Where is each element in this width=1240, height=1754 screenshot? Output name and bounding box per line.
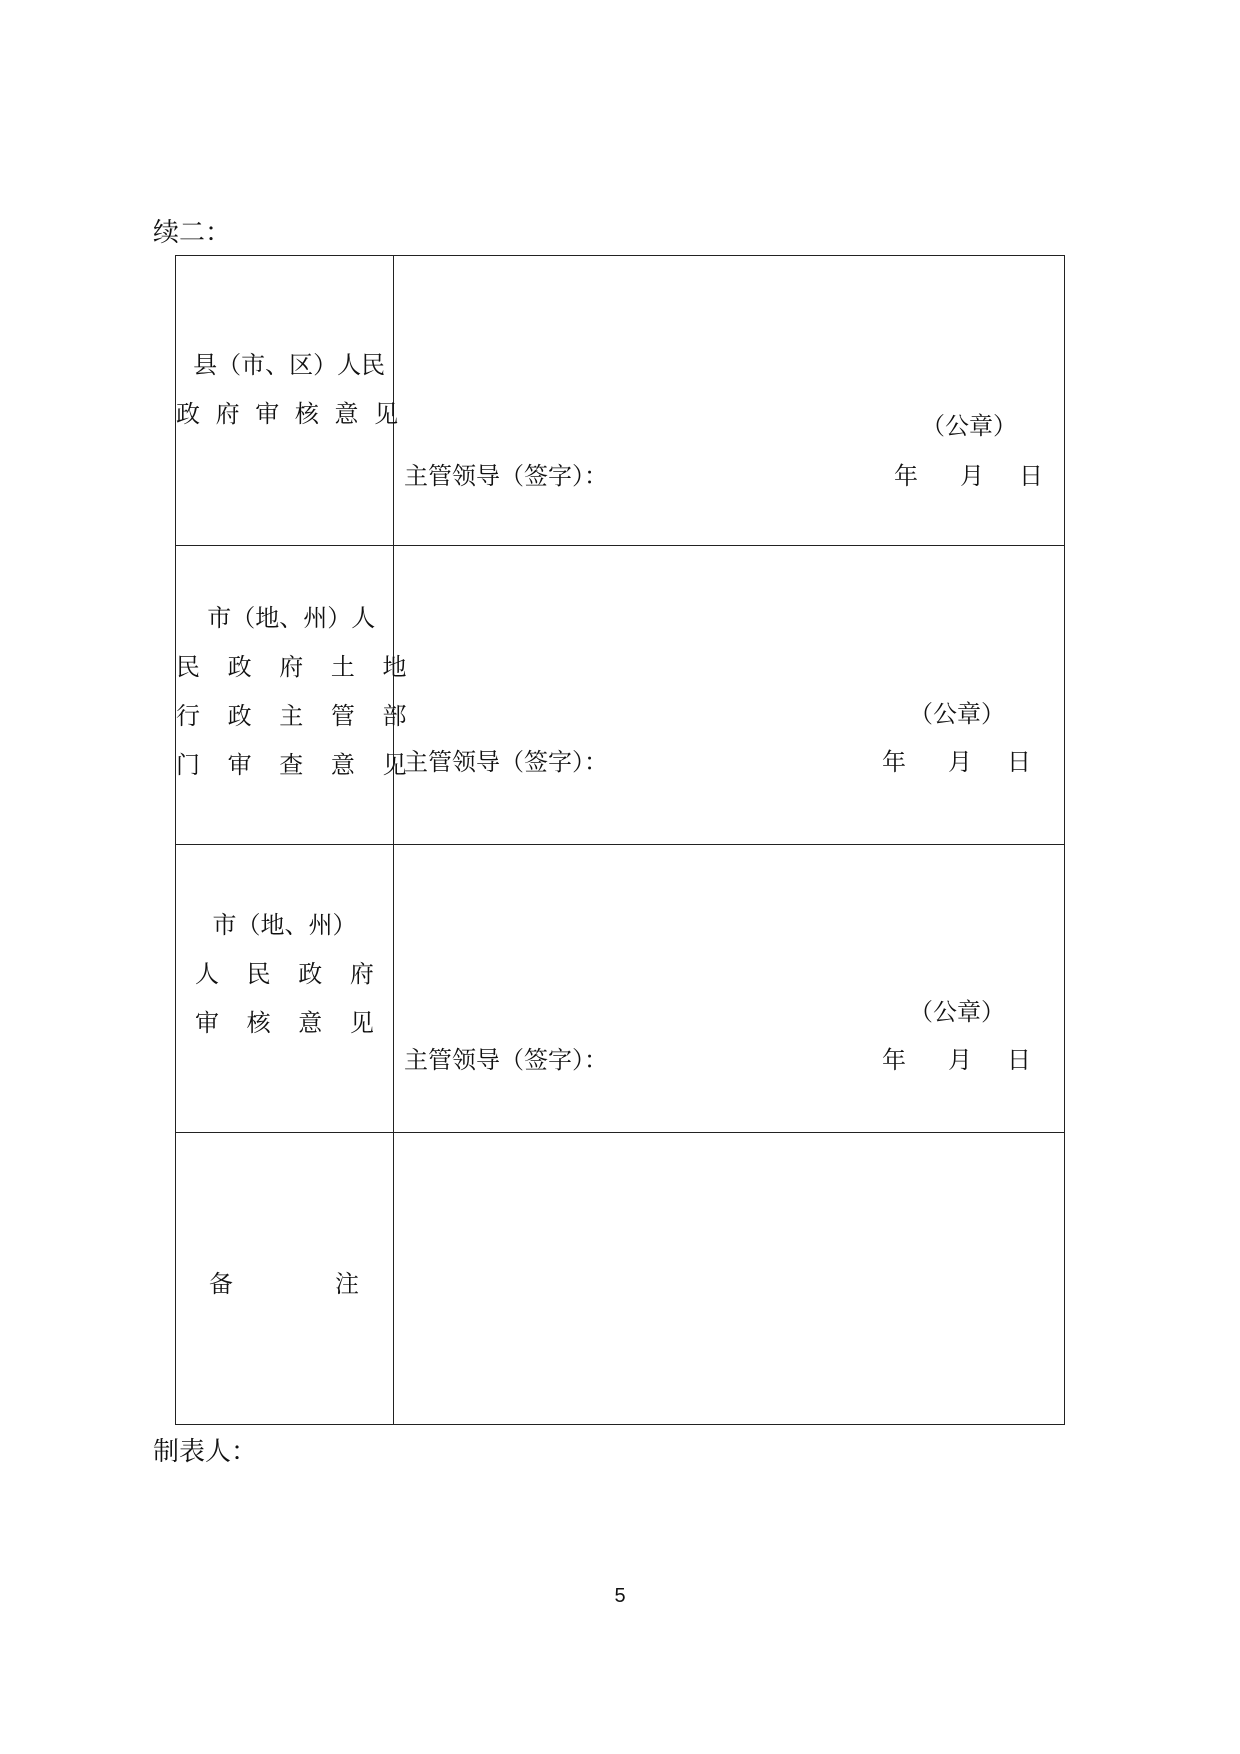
continuation-header: 续二： <box>153 218 232 248</box>
city-land-review-opinion-field[interactable] <box>394 546 1065 845</box>
signature-label: 主管领导（签字）： <box>404 462 608 490</box>
date-day-label: 日 <box>1007 748 1031 776</box>
date-year-label: 年 <box>882 748 906 776</box>
county-review-label-line: 县（市、区）人民 <box>193 350 386 379</box>
city-government-review-label-cell <box>176 845 394 1133</box>
date-month-label: 月 <box>948 748 972 776</box>
date-day-label: 日 <box>1007 1046 1031 1074</box>
city-government-review-label-line: 审 核 意 见 <box>195 1009 384 1037</box>
signature-label: 主管领导（签字）： <box>404 1046 608 1074</box>
review-opinion-table <box>175 255 1065 1425</box>
page-number: 5 <box>614 1585 626 1607</box>
official-seal-label: （公章） <box>909 998 1005 1026</box>
table-row-city-government-review <box>176 845 1065 1133</box>
remarks-label-left: 备 <box>209 1269 233 1298</box>
city-land-review-label-line: 行 政 主 管 部 <box>176 702 417 730</box>
city-government-review-label-line: 人 民 政 府 <box>195 960 384 988</box>
county-review-opinion-field[interactable] <box>394 256 1065 546</box>
county-review-label-line: 政 府 审 核 意 见 <box>176 399 403 428</box>
table-row-city-land-review <box>176 546 1065 845</box>
date-month-label: 月 <box>960 462 984 490</box>
date-year-label: 年 <box>894 462 918 490</box>
remarks-label <box>176 1259 393 1299</box>
prepared-by-label: 制表人： <box>153 1437 258 1467</box>
remarks-field[interactable] <box>394 1133 1065 1425</box>
table-row-county-review <box>176 256 1065 546</box>
date-year-label: 年 <box>882 1046 906 1074</box>
official-seal-label: （公章） <box>909 700 1005 728</box>
remarks-label-cell <box>176 1133 394 1425</box>
city-government-review-opinion-field[interactable] <box>394 845 1065 1133</box>
date-month-label: 月 <box>948 1046 972 1074</box>
city-land-review-label-line: 市（地、州）人 <box>207 604 376 632</box>
city-land-review-label-cell <box>176 546 417 845</box>
city-government-review-label-line: 市（地、州） <box>212 911 357 939</box>
table-row-remarks <box>176 1133 1065 1425</box>
city-land-review-label-line: 门 审 查 意 见 <box>176 751 417 779</box>
signature-label: 主管领导（签字）： <box>404 748 608 776</box>
date-day-label: 日 <box>1019 462 1043 490</box>
county-review-label-cell <box>176 256 403 546</box>
city-land-review-label-line: 民 政 府 土 地 <box>176 653 417 681</box>
official-seal-label: （公章） <box>921 412 1017 440</box>
remarks-label-right: 注 <box>335 1269 359 1298</box>
